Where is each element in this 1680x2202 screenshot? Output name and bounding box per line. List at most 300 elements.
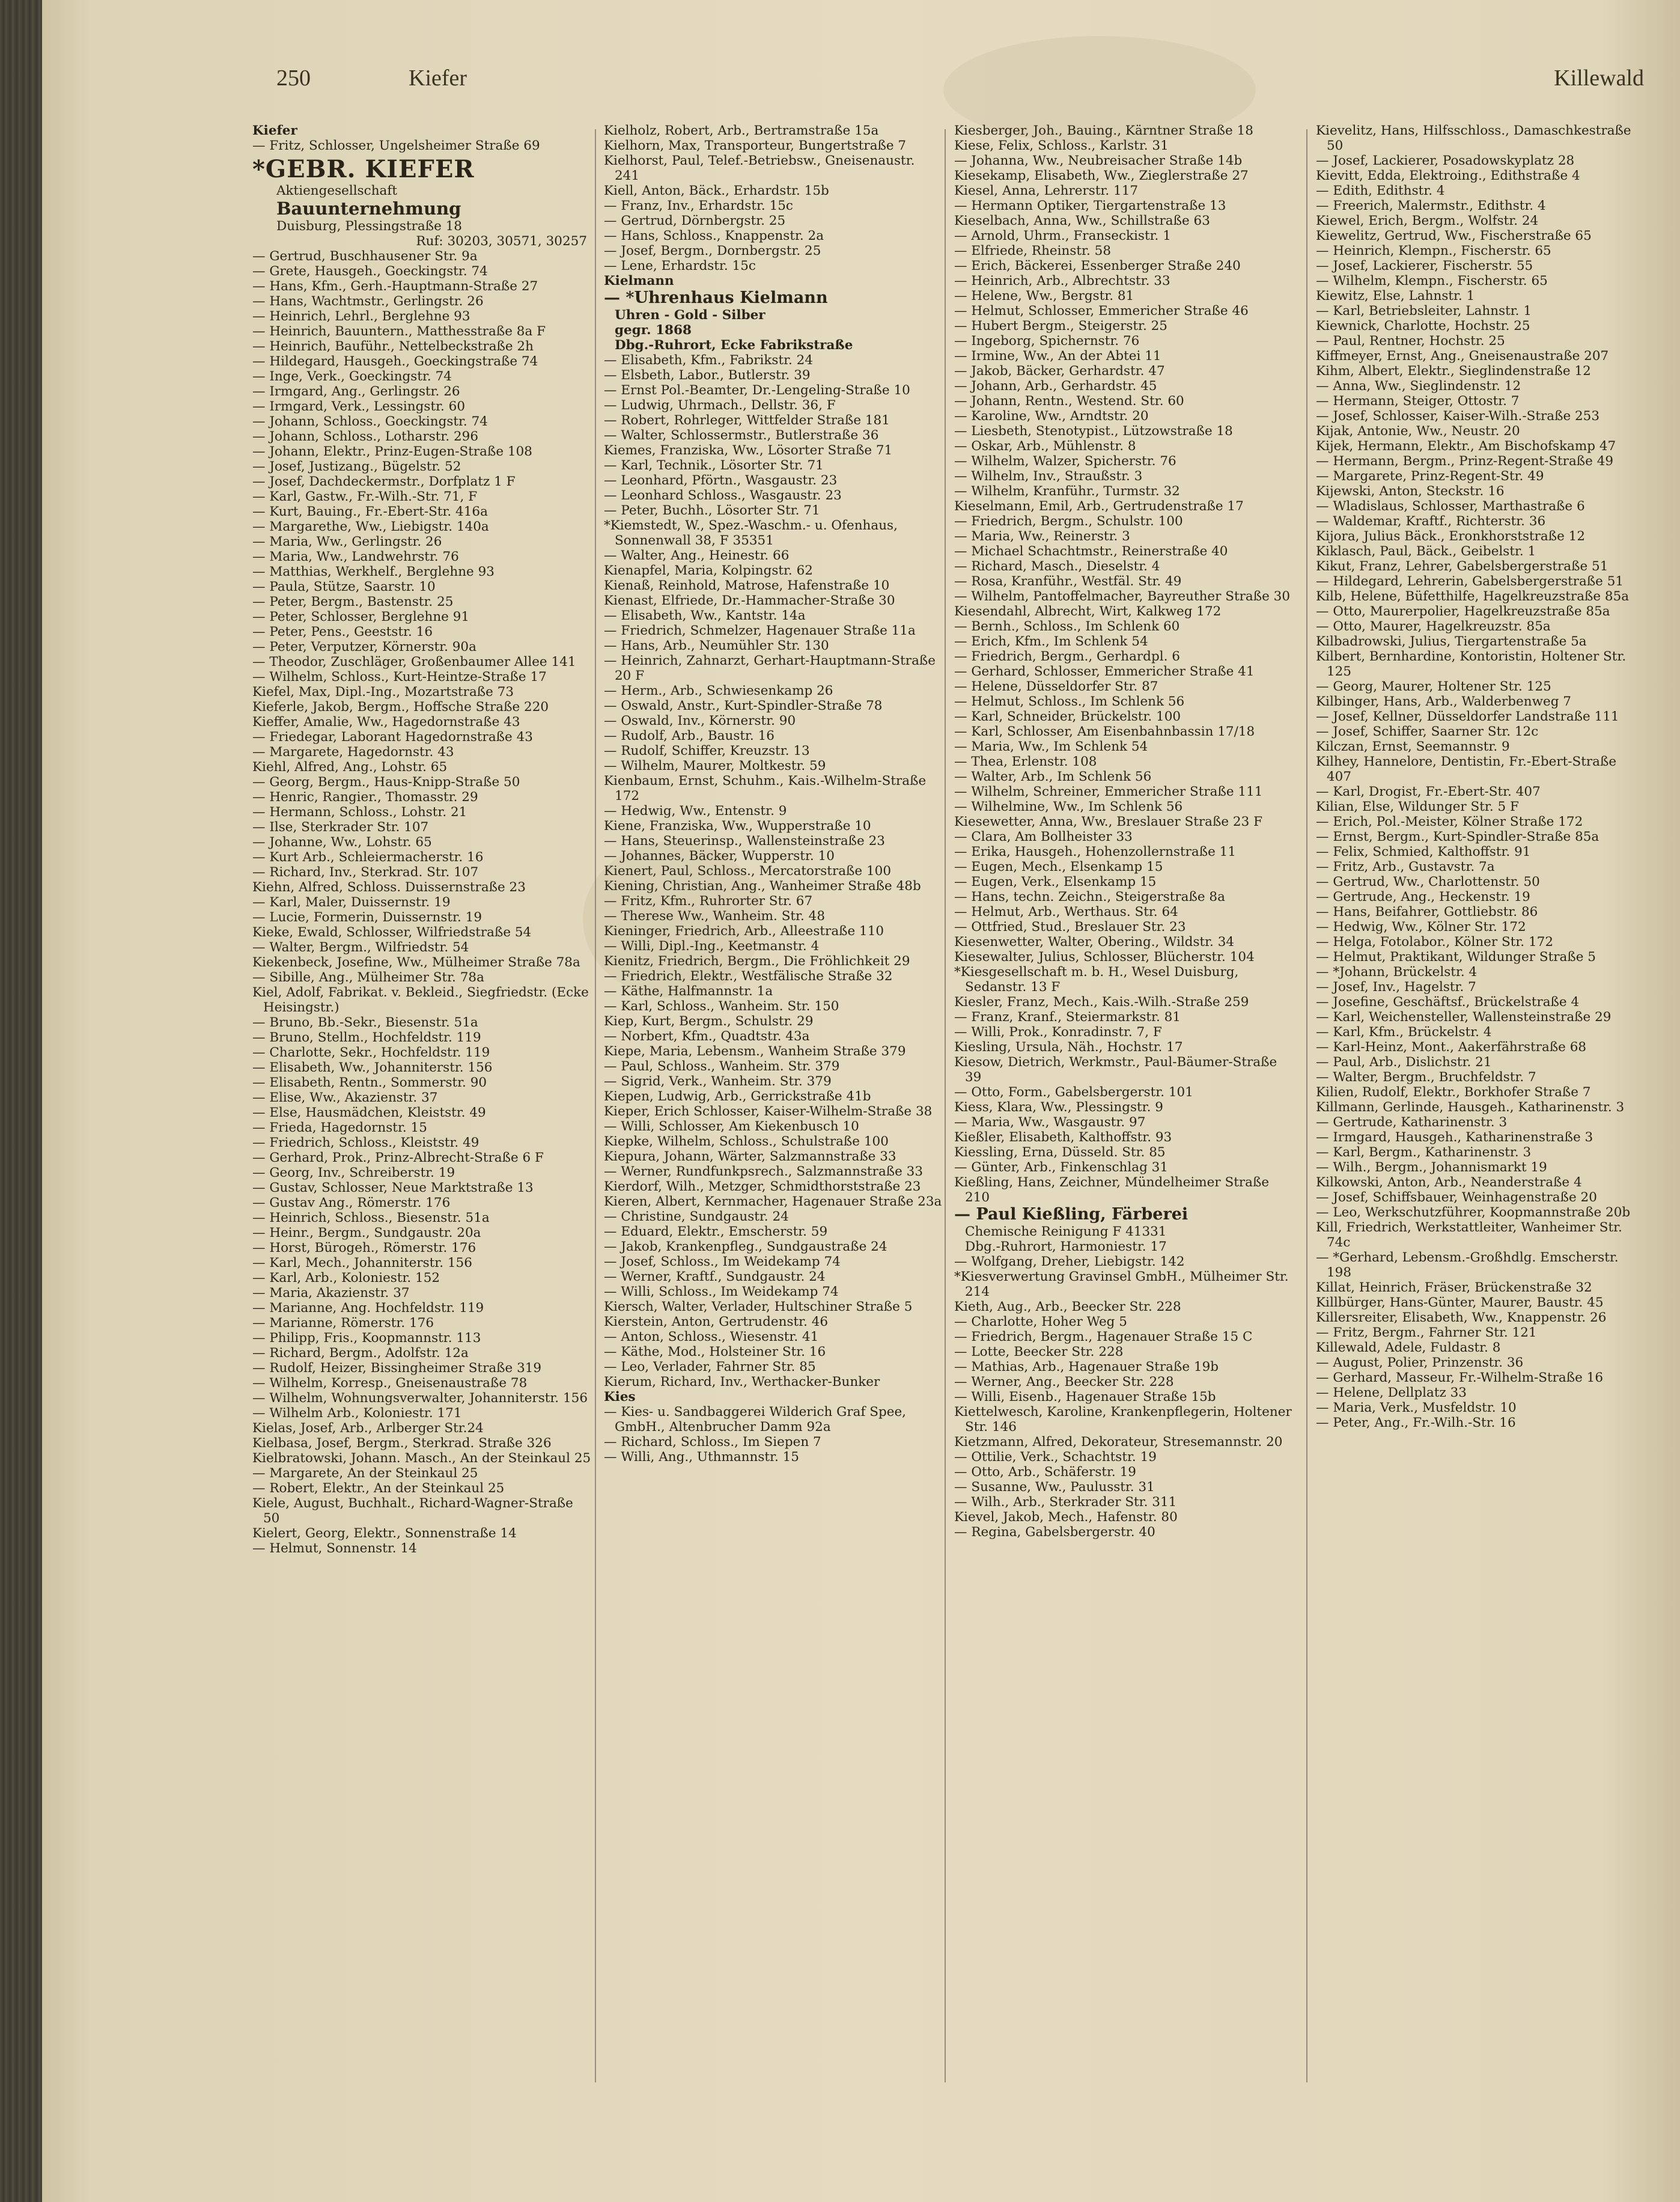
entry: — Johann, Schloss., Goeckingstr. 74 — [252, 414, 488, 429]
entry: — Mathias, Arb., Hagenauer Straße 19b — [954, 1359, 1219, 1374]
entry: Killbürger, Hans-Günter, Maurer, Baustr. 45 — [1316, 1295, 1604, 1310]
entry: — Peter, Schlosser, Berglehne 91 — [252, 609, 470, 624]
entry: — Ernst Pol.-Beamter, Dr.-Lengeling-Straße 10 — [604, 383, 910, 398]
entry: — Fritz, Kfm., Ruhrorter Str. 67 — [604, 894, 813, 909]
entry: — Ludwig, Uhrmach., Dellstr. 36, F — [604, 398, 836, 413]
entry: Killat, Heinrich, Fräser, Brückenstraße 32 — [1316, 1280, 1592, 1295]
entry: — Hans, Arb., Neumühler Str. 130 — [604, 638, 829, 653]
entry: — Wolfgang, Dreher, Liebigstr. 142 — [954, 1254, 1185, 1269]
entry: Kielholz, Robert, Arb., Bertramstraße 15a — [604, 123, 879, 138]
entry: — Irmgard, Ang., Gerlingstr. 26 — [252, 384, 460, 399]
entry: — Elfriede, Rheinstr. 58 — [954, 243, 1111, 258]
entry: — Fritz, Arb., Gustavstr. 7a — [1316, 859, 1495, 874]
advertisement-kiessling — [954, 1205, 1294, 1254]
entry: — Johanne, Ww., Lohstr. 65 — [252, 835, 432, 850]
entry: — Helmut, Schlosser, Emmericher Straße 46 — [954, 303, 1249, 319]
entry: Kiehn, Alfred, Schloss. Duissernstraße 23 — [252, 880, 526, 895]
ad-company-name: — Paul Kießling, Färberei — [954, 1205, 1188, 1224]
entry: — Rudolf, Schiffer, Kreuzstr. 13 — [604, 743, 810, 758]
entry: — Willi, Dipl.-Ing., Keetmanstr. 4 — [604, 939, 820, 954]
ad-address: Dbg.-Ruhrort, Ecke Fabrikstraße — [615, 338, 853, 353]
entry: Kielbasa, Josef, Bergm., Sterkrad. Straße 326 — [252, 1436, 552, 1451]
entry: Kijak, Antonie, Ww., Neustr. 20 — [1316, 424, 1520, 439]
entry: — Irmine, Ww., An der Abtei 11 — [954, 349, 1161, 364]
entry: — Otto, Form., Gabelsbergerstr. 101 — [954, 1085, 1193, 1100]
entry: — Josef, Justizang., Bügelstr. 52 — [252, 459, 461, 474]
entry: Kiewitz, Else, Lahnstr. 1 — [1316, 288, 1475, 303]
ad-address: Duisburg, Plessingstraße 18 — [276, 219, 462, 234]
entry: — Bernh., Schloss., Im Schlenk 60 — [954, 619, 1180, 634]
entry: Kieren, Albert, Kernmacher, Hagenauer Straße 23a — [604, 1194, 942, 1209]
entry: — Ottilie, Verk., Schachtstr. 19 — [954, 1450, 1157, 1465]
entry-heading: Kiefer — [252, 123, 297, 138]
entry: — Thea, Erlenstr. 108 — [954, 754, 1097, 769]
entry: — Paul, Schloss., Wanheim. Str. 379 — [604, 1059, 840, 1074]
entry: — Josef, Lackierer, Posadowskyplatz 28 — [1316, 153, 1575, 168]
entry: — Hermann, Bergm., Prinz-Regent-Straße 49 — [1316, 454, 1614, 469]
entry: Kielbratowski, Johann. Masch., An der Steinkaul 25 — [252, 1451, 591, 1466]
entry: — Heinr., Bergm., Sundgaustr. 20a — [252, 1225, 481, 1240]
entry: — *Johann, Brückelstr. 4 — [1316, 965, 1478, 980]
entry: Kiemes, Franziska, Ww., Lösorter Straße 71 — [604, 443, 893, 458]
entry: — Karl, Weichensteller, Wallensteinstraße 29 — [1316, 1010, 1612, 1025]
entry: — Waldemar, Kraftf., Richterstr. 36 — [1316, 514, 1546, 529]
entry: — Otto, Maurer, Hagelkreuzstr. 85a — [1316, 619, 1551, 634]
entry: — Kurt Arb., Schleiermacherstr. 16 — [252, 850, 484, 865]
entry: — Oswald, Inv., Körnerstr. 90 — [604, 713, 796, 728]
entry: — Josef, Dachdeckermstr., Dorfplatz 1 F — [252, 474, 516, 489]
entry: Kiewel, Erich, Bergm., Wolfstr. 24 — [1316, 213, 1539, 228]
entry: — Heinrich, Zahnarzt, Gerhart-Hauptmann-Straße 20 F — [604, 653, 936, 683]
column-4 — [1316, 123, 1640, 1430]
entry: — Maria, Ww., Gerlingstr. 26 — [252, 534, 442, 549]
entry: — Wilhelm, Schloss., Kurt-Heintze-Straße 17 — [252, 669, 547, 685]
entry: — Gertrude, Ang., Heckenstr. 19 — [1316, 889, 1530, 904]
entry: Kilien, Rudolf, Elektr., Borkhofer Straße 7 — [1316, 1085, 1591, 1100]
entry: — Johann, Elektr., Prinz-Eugen-Straße 108 — [252, 444, 532, 459]
entry: Kiel, Adolf, Fabrikat. v. Bekleid., Siegfriedstr. (Ecke Heisingstr.) — [252, 985, 589, 1015]
entry: — Friedrich, Bergm., Hagenauer Straße 15 C — [954, 1329, 1253, 1344]
entry: — Paul, Rentner, Hochstr. 25 — [1316, 334, 1505, 349]
entry: — Wilhelm, Kranführ., Turmstr. 32 — [954, 484, 1180, 499]
entry: — Richard, Inv., Sterkrad. Str. 107 — [252, 865, 479, 880]
entry-heading: Kies — [604, 1389, 636, 1404]
entry: — Maria, Akazienstr. 37 — [252, 1286, 410, 1301]
entry: — Peter, Verputzer, Körnerstr. 90a — [252, 639, 476, 654]
entry: Kilbinger, Hans, Arb., Walderbenweg 7 — [1316, 694, 1571, 709]
entry: Kijewski, Anton, Steckstr. 16 — [1316, 484, 1505, 499]
entry: — Hermann, Steiger, Ottostr. 7 — [1316, 394, 1520, 409]
entry: Kießling, Hans, Zeichner, Mündelheimer Straße 210 — [954, 1175, 1270, 1205]
entry: — Franz, Inv., Erhardstr. 15c — [604, 198, 793, 213]
entry: — Wilh., Bergm., Johannismarkt 19 — [1316, 1160, 1547, 1175]
entry: — Hubert Bergm., Steigerstr. 25 — [954, 319, 1167, 334]
entry: — Elisabeth, Ww., Kantstr. 14a — [604, 608, 806, 623]
entry: — Gertrude, Katharinenstr. 3 — [1316, 1115, 1508, 1130]
entry: — Else, Hausmädchen, Kleiststr. 49 — [252, 1105, 486, 1120]
entry: — Ilse, Sterkrader Str. 107 — [252, 820, 429, 835]
entry: — Josef, Bergm., Dornbergstr. 25 — [604, 243, 821, 258]
column-rule — [945, 129, 946, 2082]
entry: — Karl, Bergm., Katharinenstr. 3 — [1316, 1145, 1532, 1160]
entry: — Karl, Betriebsleiter, Lahnstr. 1 — [1316, 303, 1532, 319]
entry: — Karl, Arb., Koloniestr. 152 — [252, 1270, 440, 1286]
entry: — Rudolf, Arb., Baustr. 16 — [604, 728, 775, 743]
entry: — Karl, Schlosser, Am Eisenbahnbassin 17/18 — [954, 724, 1255, 739]
entry: — Wilhelm, Maurer, Moltkestr. 59 — [604, 758, 826, 773]
entry: Killmann, Gerlinde, Hausgeh., Katharinenstr. 3 — [1316, 1100, 1625, 1115]
entry: — Josefine, Geschäftsf., Brückelstraße 4 — [1316, 995, 1580, 1010]
entry: Kiewelitz, Gertrud, Ww., Fischerstraße 65 — [1316, 228, 1592, 243]
entry: — Wilhelm, Klempn., Fischerstr. 65 — [1316, 273, 1548, 288]
ad-line: Chemische Reinigung F 41331 — [965, 1224, 1167, 1239]
entry: Kieffer, Amalie, Ww., Hagedornstraße 43 — [252, 715, 520, 730]
entry: — Wilhelm, Wohnungsverwalter, Johanniterstr. 156 — [252, 1391, 588, 1406]
ad-business: Bauunternehmung — [276, 198, 461, 219]
entry: — Henric, Rangier., Thomasstr. 29 — [252, 790, 478, 805]
entry: — Heinrich, Bauführ., Nettelbeckstraße 2h — [252, 339, 534, 354]
entry: Kiesendahl, Albrecht, Wirt, Kalkweg 172 — [954, 604, 1222, 619]
entry: — Gustav, Schlosser, Neue Marktstraße 13 — [252, 1180, 534, 1195]
entry: — Johann, Rentn., Westend. Str. 60 — [954, 394, 1184, 409]
entry: — Friedegar, Laborant Hagedornstraße 43 — [252, 730, 533, 745]
entry: — Felix, Schmied, Kalthoffstr. 91 — [1316, 844, 1531, 859]
entry: — Paul, Arb., Dislichstr. 21 — [1316, 1055, 1492, 1070]
entry: Kiening, Christian, Ang., Wanheimer Straße 48b — [604, 879, 921, 894]
entry: — August, Polier, Prinzenstr. 36 — [1316, 1355, 1524, 1370]
entry: — Josef, Schiffsbauer, Weinhagenstraße 20 — [1316, 1190, 1597, 1205]
entry: — Frieda, Hagedornstr. 15 — [252, 1120, 427, 1135]
entry: — Maria, Ww., Im Schlenk 54 — [954, 739, 1148, 754]
column-2 — [604, 123, 943, 1465]
entry: — Lucie, Formerin, Duissernstr. 19 — [252, 910, 482, 925]
entry: Kilhey, Hannelore, Dentistin, Fr.-Ebert-Straße 407 — [1316, 754, 1617, 784]
entry: Kiesewalter, Julius, Schlosser, Blücherstr. 104 — [954, 950, 1255, 965]
entry: — Käthe, Halfmannstr. 1a — [604, 984, 773, 999]
entry: — Willi, Ang., Uthmannstr. 15 — [604, 1450, 799, 1465]
entry: Kievelitz, Hans, Hilfsschloss., Damaschkestraße 50 — [1316, 123, 1631, 153]
ad-line: Uhren - Gold - Silber — [615, 308, 765, 323]
entry: — Leo, Verlader, Fahrner Str. 85 — [604, 1359, 816, 1374]
entry: — Helga, Fotolabor., Kölner Str. 172 — [1316, 935, 1553, 950]
entry: — Inge, Verk., Goeckingstr. 74 — [252, 369, 452, 384]
ad-address: Dbg.-Ruhrort, Harmoniestr. 17 — [965, 1239, 1167, 1254]
entry: Kievel, Jakob, Mech., Hafenstr. 80 — [954, 1510, 1178, 1525]
entry: — Oskar, Arb., Mühlenstr. 8 — [954, 439, 1136, 454]
entry: Kilkowski, Anton, Arb., Neanderstraße 4 — [1316, 1175, 1582, 1190]
entry: — Peter, Pens., Geeststr. 16 — [252, 624, 433, 639]
entry: — Walter, Bergm., Bruchfeldstr. 7 — [1316, 1070, 1536, 1085]
entry: Kiettelwesch, Karoline, Krankenpflegerin, Holtener Str. 146 — [954, 1404, 1292, 1435]
entry: — Philipp, Fris., Koopmannstr. 113 — [252, 1331, 481, 1346]
entry: — Hedwig, Ww., Entenstr. 9 — [604, 804, 787, 819]
entry: Kienapfel, Maria, Kolpingstr. 62 — [604, 563, 813, 578]
entry: — Christine, Sundgaustr. 24 — [604, 1209, 789, 1224]
entry: — Grete, Hausgeh., Goeckingstr. 74 — [252, 264, 488, 279]
entry: — Leonhard Schloss., Wasgaustr. 23 — [604, 488, 842, 503]
entry: Kijora, Julius Bäck., Eronkhorststraße 12 — [1316, 529, 1586, 544]
entry: — Friedrich, Schloss., Kleiststr. 49 — [252, 1135, 479, 1150]
entry: *Kiesgesellschaft m. b. H., Wesel Duisburg, Sedanstr. 13 F — [954, 965, 1239, 995]
entry: — Gerhard, Schlosser, Emmericher Straße 41 — [954, 664, 1255, 679]
entry: — Karl, Gastw., Fr.-Wilh.-Str. 71, F — [252, 489, 478, 504]
entry: — Hermann Optiker, Tiergartenstraße 13 — [954, 198, 1226, 213]
entry: — Fritz, Bergm., Fahrner Str. 121 — [1316, 1325, 1537, 1340]
entry: Kiklasch, Paul, Bäck., Geibelstr. 1 — [1316, 544, 1536, 559]
entry: — Hermann, Schloss., Lohstr. 21 — [252, 805, 467, 820]
entry: Kiesel, Anna, Lehrerstr. 117 — [954, 183, 1139, 198]
entry: — Friedrich, Elektr., Westfälische Straße 32 — [604, 969, 893, 984]
column-rule — [1306, 129, 1307, 2082]
entry: — Sibille, Ang., Mülheimer Str. 78a — [252, 970, 484, 985]
column-1 — [252, 123, 592, 1556]
entry: Kiell, Anton, Bäck., Erhardstr. 15b — [604, 183, 829, 198]
entry: Kiffmeyer, Ernst, Ang., Gneisenaustraße 207 — [1316, 349, 1609, 364]
entry: — Ernst, Bergm., Kurt-Spindler-Straße 85a — [1316, 829, 1599, 844]
entry: — Sigrid, Verk., Wanheim. Str. 379 — [604, 1074, 832, 1089]
entry: Kiepe, Maria, Lebensm., Wanheim Straße 379 — [604, 1044, 906, 1059]
entry: Kiepen, Ludwig, Arb., Gerrickstraße 41b — [604, 1089, 871, 1104]
entry: — Michael Schachtmstr., Reinerstraße 40 — [954, 544, 1228, 559]
entry: — Hans, Schloss., Knappenstr. 2a — [604, 228, 824, 243]
entry: Kierstein, Anton, Gertrudenstr. 46 — [604, 1314, 829, 1329]
entry: — Liesbeth, Stenotypist., Lützowstraße 18 — [954, 424, 1233, 439]
entry: — Walter, Schlossermstr., Butlerstraße 36 — [604, 428, 879, 443]
entry: — Werner, Ang., Beecker Str. 228 — [954, 1374, 1174, 1389]
entry: Kiefel, Max, Dipl.-Ing., Mozartstraße 73 — [252, 685, 514, 700]
entry: — Josef, Schloss., Im Weidekamp 74 — [604, 1254, 841, 1269]
entry: — Wilhelm Arb., Koloniestr. 171 — [252, 1406, 462, 1421]
entry: — Irmgard, Hausgeh., Katharinenstraße 3 — [1316, 1130, 1593, 1145]
column-3 — [954, 123, 1294, 1540]
entry: — Ottfried, Stud., Breslauer Str. 23 — [954, 920, 1186, 935]
entry: Kilbert, Bernhardine, Kontoristin, Holtener Str. 125 — [1316, 649, 1627, 679]
entry: — Therese Ww., Wanheim. Str. 48 — [604, 909, 825, 924]
entry: — Walter, Bergm., Wilfriedstr. 54 — [252, 940, 469, 955]
entry: — Heinrich, Lehrl., Berglehne 93 — [252, 309, 470, 324]
entry: — Karl, Maler, Duissernstr. 19 — [252, 895, 451, 910]
entry: Kilbadrowski, Julius, Tiergartenstraße 5a — [1316, 634, 1587, 649]
advertisement-uhrenhaus — [604, 288, 943, 353]
entry: — Josef, Schiffer, Saarner Str. 12c — [1316, 724, 1539, 739]
entry: — Heinrich, Bauuntern., Matthesstraße 8a F — [252, 324, 546, 339]
entry: — Regina, Gabelsbergerstr. 40 — [954, 1525, 1155, 1540]
entry: — Karl, Schneider, Brückelstr. 100 — [954, 709, 1181, 724]
entry: — Elsbeth, Labor., Butlerstr. 39 — [604, 368, 811, 383]
entry: — Helmut, Schloss., Im Schlenk 56 — [954, 694, 1185, 709]
entry: — Peter, Buchh., Lösorter Str. 71 — [604, 503, 820, 518]
entry: — Käthe, Mod., Holsteiner Str. 16 — [604, 1344, 826, 1359]
entry: — Peter, Bergm., Bastenstr. 25 — [252, 594, 454, 609]
entry: — Bruno, Stellm., Hochfeldstr. 119 — [252, 1030, 481, 1045]
entry: — Erich, Bäckerei, Essenberger Straße 240 — [954, 258, 1241, 273]
entry: — Norbert, Kfm., Quadtstr. 43a — [604, 1029, 810, 1044]
entry: — Margarete, Hagedornstr. 43 — [252, 745, 454, 760]
entry: — Georg, Bergm., Haus-Knipp-Straße 50 — [252, 775, 520, 790]
entry: Killewald, Adele, Fuldastr. 8 — [1316, 1340, 1501, 1355]
entry: Kiese, Felix, Schloss., Karlstr. 31 — [954, 138, 1169, 153]
entry: — Friedrich, Schmelzer, Hagenauer Straße 11a — [604, 623, 916, 638]
page-number: 250 — [276, 66, 311, 91]
entry: — Johanna, Ww., Neubreisacher Straße 14b — [954, 153, 1243, 168]
entry: — Gertrud, Dörnbergstr. 25 — [604, 213, 786, 228]
entry: — Gustav Ang., Römerstr. 176 — [252, 1195, 451, 1210]
entry: Kiesler, Franz, Mech., Kais.-Wilh.-Straße 259 — [954, 995, 1249, 1010]
entry: Kiesekamp, Elisabeth, Ww., Zieglerstraße 27 — [954, 168, 1249, 183]
entry: — Werner, Kraftf., Sundgaustr. 24 — [604, 1269, 826, 1284]
entry: — Karl-Heinz, Mont., Aakerfährstraße 68 — [1316, 1040, 1587, 1055]
entry: Kierum, Richard, Inv., Werthacker-Bunker — [604, 1374, 880, 1389]
entry: *Kiemstedt, W., Spez.-Waschm.- u. Ofenhaus, Sonnenwall 38, F 35351 — [604, 518, 898, 548]
entry: Kienbaum, Ernst, Schuhm., Kais.-Wilhelm-Straße 172 — [604, 773, 927, 804]
column-rule — [595, 129, 596, 2082]
entry: — Irmgard, Verk., Lessingstr. 60 — [252, 399, 466, 414]
entry: — Walter, Ang., Heinestr. 66 — [604, 548, 790, 563]
entry: — Gerhard, Masseur, Fr.-Wilhelm-Straße 16 — [1316, 1370, 1604, 1385]
entry: — Gertrud, Ww., Charlottenstr. 50 — [1316, 874, 1540, 889]
entry: — Jakob, Krankenpfleg., Sundgaustraße 24 — [604, 1239, 887, 1254]
entry: — Helene, Düsseldorfer Str. 87 — [954, 679, 1158, 694]
entry: Kieke, Ewald, Schlosser, Wilfriedstraße 54 — [252, 925, 532, 940]
entry: — Wilhelm, Walzer, Spicherstr. 76 — [954, 454, 1176, 469]
entry: — Werner, Rundfunkpsrech., Salzmannstraße 33 — [604, 1164, 924, 1179]
entry: Killersreiter, Elisabeth, Ww., Knappenstr. 26 — [1316, 1310, 1607, 1325]
entry: — Gerhard, Prok., Prinz-Albrecht-Straße 6 F — [252, 1150, 544, 1165]
entry: Kiepke, Wilhelm, Schloss., Schulstraße 100 — [604, 1134, 889, 1149]
entry: Kieferle, Jakob, Bergm., Hoffsche Straße 220 — [252, 700, 549, 715]
entry: — Johann, Arb., Gerhardstr. 45 — [954, 379, 1157, 394]
entry: — Edith, Edithstr. 4 — [1316, 183, 1445, 198]
entry: — Helene, Dellplatz 33 — [1316, 1385, 1467, 1400]
entry: Kieselbach, Anna, Ww., Schillstraße 63 — [954, 213, 1210, 228]
entry: — Gertrud, Buschhausener Str. 9a — [252, 249, 478, 264]
entry: — Helmut, Arb., Werthaus. Str. 64 — [954, 904, 1178, 920]
entry: *Kiesverwertung Gravinsel GmbH., Mülheimer Str. 214 — [954, 1269, 1289, 1299]
entry: Kierdorf, Wilh., Metzger, Schmidthorststraße 23 — [604, 1179, 921, 1194]
entry: — Hans, techn. Zeichn., Steigerstraße 8a — [954, 889, 1225, 904]
ad-line: Aktiengesellschaft — [276, 183, 397, 198]
entry: — Heinrich, Arb., Albrechtstr. 33 — [954, 273, 1170, 288]
entry: — Robert, Rohrleger, Wittfelder Straße 181 — [604, 413, 890, 428]
entry: — Richard, Bergm., Adolfstr. 12a — [252, 1346, 469, 1361]
entry: Kießler, Elisabeth, Kalthoffstr. 93 — [954, 1130, 1172, 1145]
entry: — Johannes, Bäcker, Wupperstr. 10 — [604, 849, 835, 864]
entry: — Hans, Beifahrer, Gottliebstr. 86 — [1316, 904, 1538, 920]
entry: — Oswald, Anstr., Kurt-Spindler-Straße 78 — [604, 698, 883, 713]
entry: Kiesling, Ursula, Näh., Hochstr. 17 — [954, 1040, 1183, 1055]
entry: — Helmut, Praktikant, Wildunger Straße 5 — [1316, 950, 1596, 965]
entry: — Josef, Schlosser, Kaiser-Wilh.-Straße 253 — [1316, 409, 1600, 424]
entry: Kienast, Elfriede, Dr.-Hammacher-Straße 30 — [604, 593, 895, 608]
entry: — Rudolf, Heizer, Bissingheimer Straße 319 — [252, 1361, 542, 1376]
entry: — Bruno, Bb.-Sekr., Biesenstr. 51a — [252, 1015, 478, 1030]
entry: — Elisabeth, Kfm., Fabrikstr. 24 — [604, 353, 814, 368]
entry: — Fritz, Schlosser, Ungelsheimer Straße 69 — [252, 138, 540, 153]
entry: — Richard, Masch., Dieselstr. 4 — [954, 559, 1160, 574]
entry: — Wilhelm, Schreiner, Emmericher Straße 111 — [954, 784, 1263, 799]
entry: — Otto, Maurerpolier, Hagelkreuzstraße 85a — [1316, 604, 1610, 619]
entry: — Horst, Bürogeh., Römerstr. 176 — [252, 1240, 476, 1255]
entry: Kiele, August, Buchhalt., Richard-Wagner-Straße 50 — [252, 1496, 573, 1526]
entry: — Josef, Inv., Hagelstr. 7 — [1316, 980, 1476, 995]
entry: Kienert, Paul, Schloss., Mercatorstraße 100 — [604, 864, 891, 879]
entry: — Karl, Technik., Lösorter Str. 71 — [604, 458, 824, 473]
entry: — Karl, Schloss., Wanheim. Str. 150 — [604, 999, 839, 1014]
ad-company-name: — *Uhrenhaus Kielmann — [604, 288, 828, 307]
entry: — Erich, Pol.-Meister, Kölner Straße 172 — [1316, 814, 1583, 829]
entry: — Josef, Lackierer, Fischerstr. 55 — [1316, 258, 1533, 273]
entry: — Hans, Kfm., Gerh.-Hauptmann-Straße 27 — [252, 279, 538, 294]
entry: — Walter, Arb., Im Schlenk 56 — [954, 769, 1152, 784]
entry: Kieninger, Friedrich, Arb., Alleestraße 110 — [604, 924, 884, 939]
entry: Kienaß, Reinhold, Matrose, Hafenstraße 10 — [604, 578, 890, 593]
entry: Kieper, Erich Schlosser, Kaiser-Wilhelm-Straße 38 — [604, 1104, 933, 1119]
entry: — Franz, Kranf., Steiermarkstr. 81 — [954, 1010, 1181, 1025]
entry: — Eduard, Elektr., Emscherstr. 59 — [604, 1224, 828, 1239]
header-keyword-right: Killewald — [1554, 66, 1644, 91]
entry: — Richard, Schloss., Im Siepen 7 — [604, 1435, 821, 1450]
entry: Kilian, Else, Wildunger Str. 5 F — [1316, 799, 1519, 814]
entry: — Willi, Prok., Konradinstr. 7, F — [954, 1025, 1162, 1040]
entry: — Wilhelmine, Ww., Im Schlenk 56 — [954, 799, 1183, 814]
entry: — Hans, Steuerinsp., Wallensteinstraße 23 — [604, 834, 885, 849]
book-page-edge — [0, 0, 42, 2202]
entry: — Karl, Kfm., Brückelstr. 4 — [1316, 1025, 1492, 1040]
entry: — Leonhard, Pförtn., Wasgaustr. 23 — [604, 473, 838, 488]
entry: Kiesberger, Joh., Bauing., Kärntner Straße 18 — [954, 123, 1253, 138]
entry: — Peter, Ang., Fr.-Wilh.-Str. 16 — [1316, 1415, 1516, 1430]
entry: Kiesow, Dietrich, Werkmstr., Paul-Bäumer-Straße 39 — [954, 1055, 1277, 1085]
entry: — Georg, Inv., Schreiberstr. 19 — [252, 1165, 455, 1180]
entry: — Marianne, Römerstr. 176 — [252, 1316, 434, 1331]
entry: — Maria, Ww., Reinerstr. 3 — [954, 529, 1130, 544]
ad-phone: Ruf: 30203, 30571, 30257 — [416, 234, 587, 249]
entry: — Kurt, Bauing., Fr.-Ebert-Str. 416a — [252, 504, 488, 519]
entry: Kielert, Georg, Elektr., Sonnenstraße 14 — [252, 1526, 517, 1541]
entry: Kienitz, Friedrich, Bergm., Die Fröhlichkeit 29 — [604, 954, 910, 969]
entry: Kikut, Franz, Lehrer, Gabelsbergerstraße 51 — [1316, 559, 1608, 574]
entry: — Ingeborg, Spichernstr. 76 — [954, 334, 1140, 349]
entry: Kiene, Franziska, Ww., Wupperstraße 10 — [604, 819, 871, 834]
entry: — Jakob, Bäcker, Gerhardstr. 47 — [954, 364, 1165, 379]
entry: Kieth, Aug., Arb., Beecker Str. 228 — [954, 1299, 1181, 1314]
entry: — Georg, Maurer, Holtener Str. 125 — [1316, 679, 1551, 694]
entry: Kihm, Albert, Elektr., Sieglindenstraße 12 — [1316, 364, 1591, 379]
entry: — Elisabeth, Ww., Johanniterstr. 156 — [252, 1060, 493, 1075]
page-header — [276, 65, 1644, 101]
entry: — Eugen, Mech., Elsenkamp 15 — [954, 859, 1163, 874]
entry: Kiessling, Erna, Düsseld. Str. 85 — [954, 1145, 1166, 1160]
entry: — Günter, Arb., Finkenschlag 31 — [954, 1160, 1169, 1175]
entry: — Robert, Elektr., An der Steinkaul 25 — [252, 1481, 505, 1496]
entry: Kietzmann, Alfred, Dekorateur, Stresemannstr. 20 — [954, 1435, 1283, 1450]
entry: Kieselmann, Emil, Arb., Gertrudenstraße 17 — [954, 499, 1244, 514]
entry: — Wilh., Arb., Sterkrader Str. 311 — [954, 1495, 1177, 1510]
entry: — Clara, Am Bollheister 33 — [954, 829, 1133, 844]
entry: — Susanne, Ww., Paulusstr. 31 — [954, 1480, 1155, 1495]
entry: — Helene, Ww., Bergstr. 81 — [954, 288, 1134, 303]
advertisement-kiefer — [252, 156, 592, 249]
entry: Kiewnick, Charlotte, Hochstr. 25 — [1316, 319, 1530, 334]
entry: — Anna, Ww., Sieglindenstr. 12 — [1316, 379, 1521, 394]
entry: — Marianne, Ang. Hochfeldstr. 119 — [252, 1301, 484, 1316]
entry: — Helmut, Sonnenstr. 14 — [252, 1541, 417, 1556]
entry: — Theodor, Zuschläger, Großenbaumer Allee 141 — [252, 654, 576, 669]
entry: — Heinrich, Klempn., Fischerstr. 65 — [1316, 243, 1551, 258]
entry: — Willi, Schlosser, Am Kiekenbusch 10 — [604, 1119, 859, 1134]
entry: — Arnold, Uhrm., Franseckistr. 1 — [954, 228, 1171, 243]
entry: — Margarethe, Ww., Liebigstr. 140a — [252, 519, 489, 534]
